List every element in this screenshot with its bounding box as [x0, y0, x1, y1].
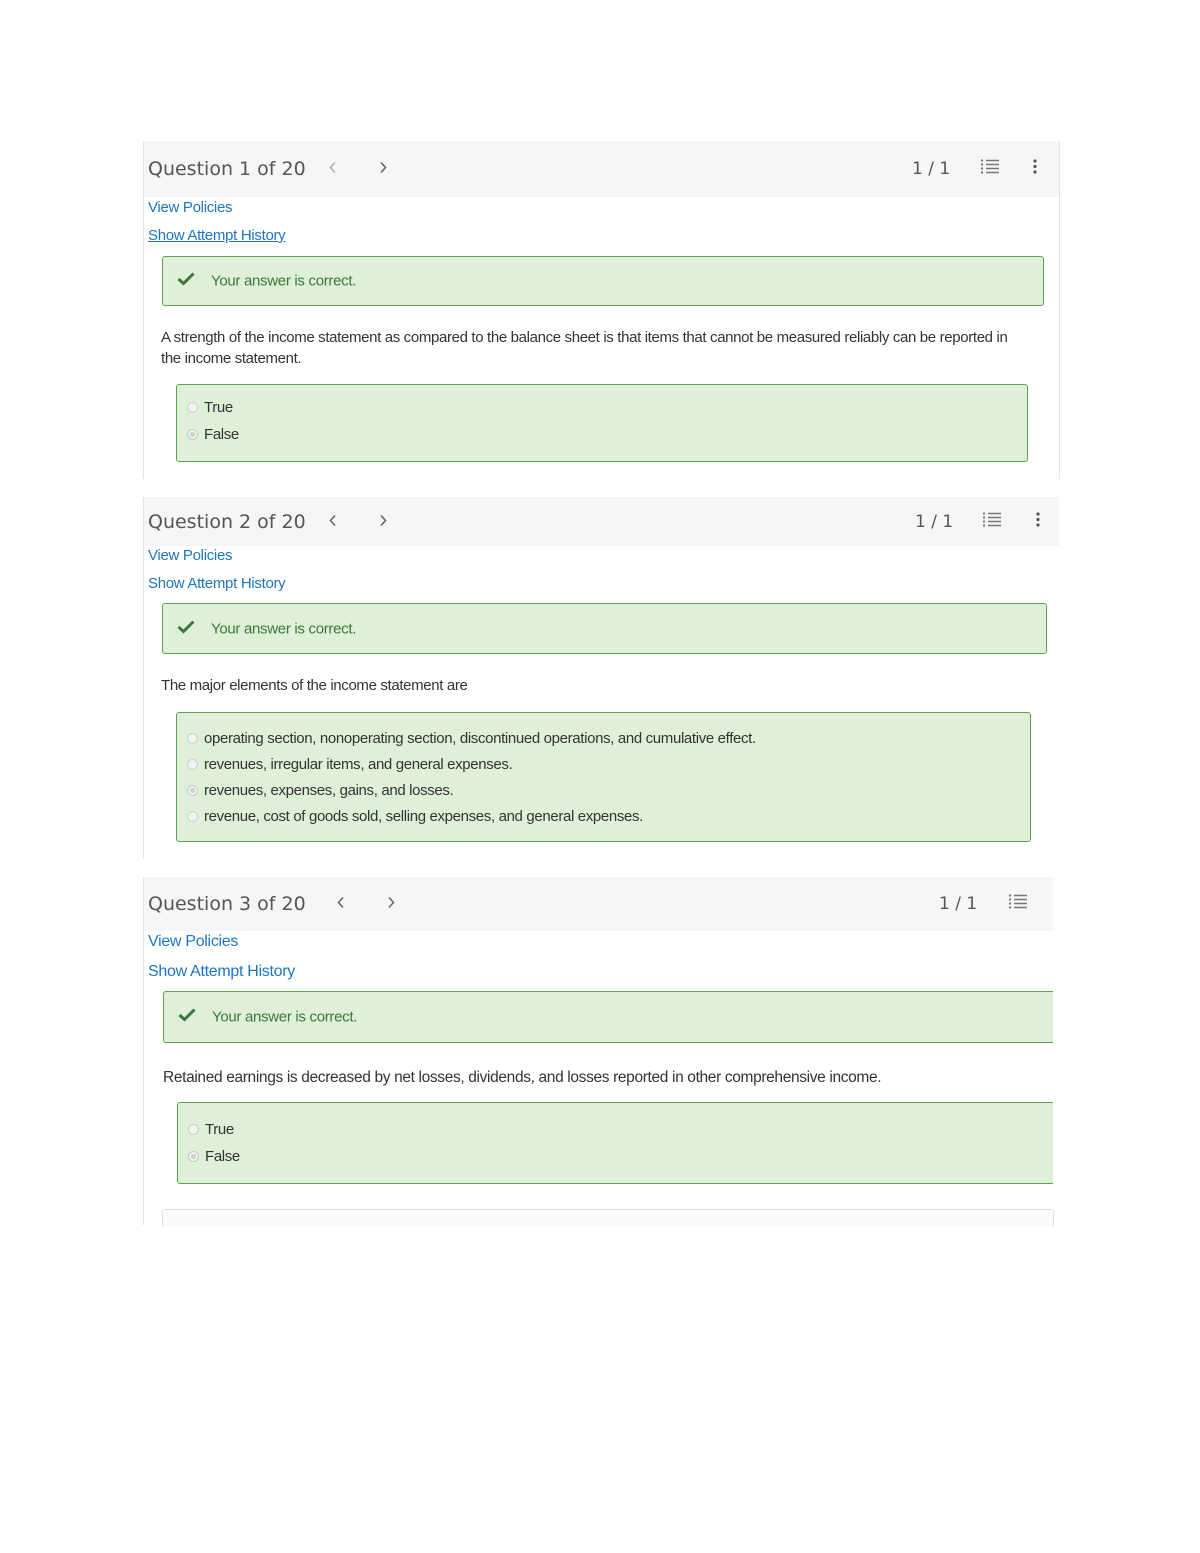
question-score: 1 / 1 — [912, 159, 951, 179]
question-text-line: The major elements of the income statement are — [161, 677, 468, 694]
checkmark-icon — [177, 619, 195, 638]
choice-label: False — [205, 1148, 240, 1165]
choice-label: revenue, cost of goods sold, selling expenses, and general expenses. — [204, 808, 644, 825]
answer-choices — [177, 1102, 1053, 1184]
radio-button[interactable] — [187, 733, 198, 744]
cut-off-panel — [162, 1209, 1054, 1226]
checkmark-icon — [177, 272, 195, 291]
choice-label: True — [205, 1121, 234, 1138]
chevron-left-icon — [328, 513, 338, 527]
chevron-left-icon — [336, 896, 346, 910]
more-vertical-icon — [1032, 159, 1038, 175]
radio-button-selected[interactable] — [188, 1151, 199, 1162]
question-panel-3 — [143, 877, 1053, 1225]
question-title: Question 2 of 20 — [148, 510, 306, 533]
question-header — [144, 497, 1059, 546]
answer-choice-selected[interactable] — [187, 426, 239, 443]
question-list-button[interactable] — [982, 511, 1002, 532]
correct-answer-banner — [163, 991, 1053, 1043]
answer-choices — [176, 712, 1031, 842]
question-text — [163, 1067, 1053, 1088]
answer-choice[interactable] — [187, 808, 643, 825]
radio-button[interactable] — [187, 811, 198, 822]
chevron-left-icon — [328, 161, 338, 175]
question-header — [144, 877, 1053, 931]
question-panel-2 — [143, 497, 1059, 859]
correct-answer-banner — [162, 256, 1044, 306]
question-text-line: the income statement. — [161, 350, 302, 367]
question-score: 1 / 1 — [939, 894, 978, 914]
next-question-button[interactable] — [386, 894, 396, 915]
next-question-button[interactable] — [378, 511, 388, 532]
answer-choice-selected[interactable] — [188, 1148, 240, 1165]
radio-button[interactable] — [188, 1124, 199, 1135]
more-options-button[interactable] — [1035, 511, 1041, 532]
choice-label: operating section, nonoperating section, discontinued operations, and cumulative effect. — [204, 730, 756, 747]
choice-label: revenues, expenses, gains, and losses. — [204, 782, 454, 799]
feedback-message: Your answer is correct. — [211, 272, 357, 290]
question-text — [161, 675, 1056, 696]
previous-question-button[interactable] — [336, 894, 346, 915]
choice-label: revenues, irregular items, and general expenses. — [204, 756, 513, 773]
show-attempt-history-link[interactable]: Show Attempt History — [148, 963, 295, 980]
choice-label: True — [204, 399, 233, 416]
chevron-right-icon — [378, 161, 388, 175]
view-policies-link[interactable]: View Policies — [148, 933, 239, 950]
question-header — [144, 141, 1059, 197]
question-list-icon — [982, 511, 1002, 527]
answer-choice[interactable] — [187, 756, 512, 773]
question-text-line: Retained earnings is decreased by net losses, dividends, and losses reported in other comprehensive income. — [163, 1069, 882, 1086]
question-list-icon — [1008, 894, 1028, 910]
answer-choice[interactable] — [187, 730, 756, 747]
question-list-button[interactable] — [980, 159, 1000, 180]
question-panel-1 — [143, 141, 1060, 479]
show-attempt-history-link[interactable]: Show Attempt History — [148, 227, 286, 244]
radio-button[interactable] — [187, 759, 198, 770]
view-policies-link[interactable]: View Policies — [148, 547, 233, 564]
view-policies-link[interactable]: View Policies — [148, 199, 233, 216]
previous-question-button[interactable] — [328, 511, 338, 532]
show-attempt-history-link[interactable]: Show Attempt History — [148, 575, 286, 592]
answer-choice[interactable] — [188, 1121, 234, 1138]
more-vertical-icon — [1035, 511, 1041, 527]
question-text — [161, 327, 1056, 369]
feedback-message: Your answer is correct. — [211, 620, 357, 637]
previous-question-button[interactable] — [328, 159, 338, 180]
answer-choice-selected[interactable] — [187, 782, 453, 799]
answer-choices — [176, 384, 1028, 462]
radio-button[interactable] — [187, 402, 198, 413]
feedback-message: Your answer is correct. — [212, 1008, 358, 1026]
answer-choice[interactable] — [187, 399, 233, 416]
checkmark-icon — [178, 1008, 196, 1027]
chevron-right-icon — [386, 896, 396, 910]
question-list-button[interactable] — [1008, 894, 1028, 915]
choice-label: False — [204, 426, 239, 443]
question-list-icon — [980, 159, 1000, 175]
question-text-line: A strength of the income statement as compared to the balance sheet is that items that cannot be measured reliably can be reported in — [161, 329, 1008, 346]
next-question-button[interactable] — [378, 159, 388, 180]
question-title: Question 1 of 20 — [148, 158, 306, 180]
chevron-right-icon — [378, 513, 388, 527]
question-score: 1 / 1 — [915, 511, 954, 532]
radio-button-selected[interactable] — [187, 785, 198, 796]
radio-button-selected[interactable] — [187, 429, 198, 440]
more-options-button[interactable] — [1032, 159, 1038, 180]
correct-answer-banner — [162, 603, 1047, 654]
question-title: Question 3 of 20 — [148, 893, 306, 915]
